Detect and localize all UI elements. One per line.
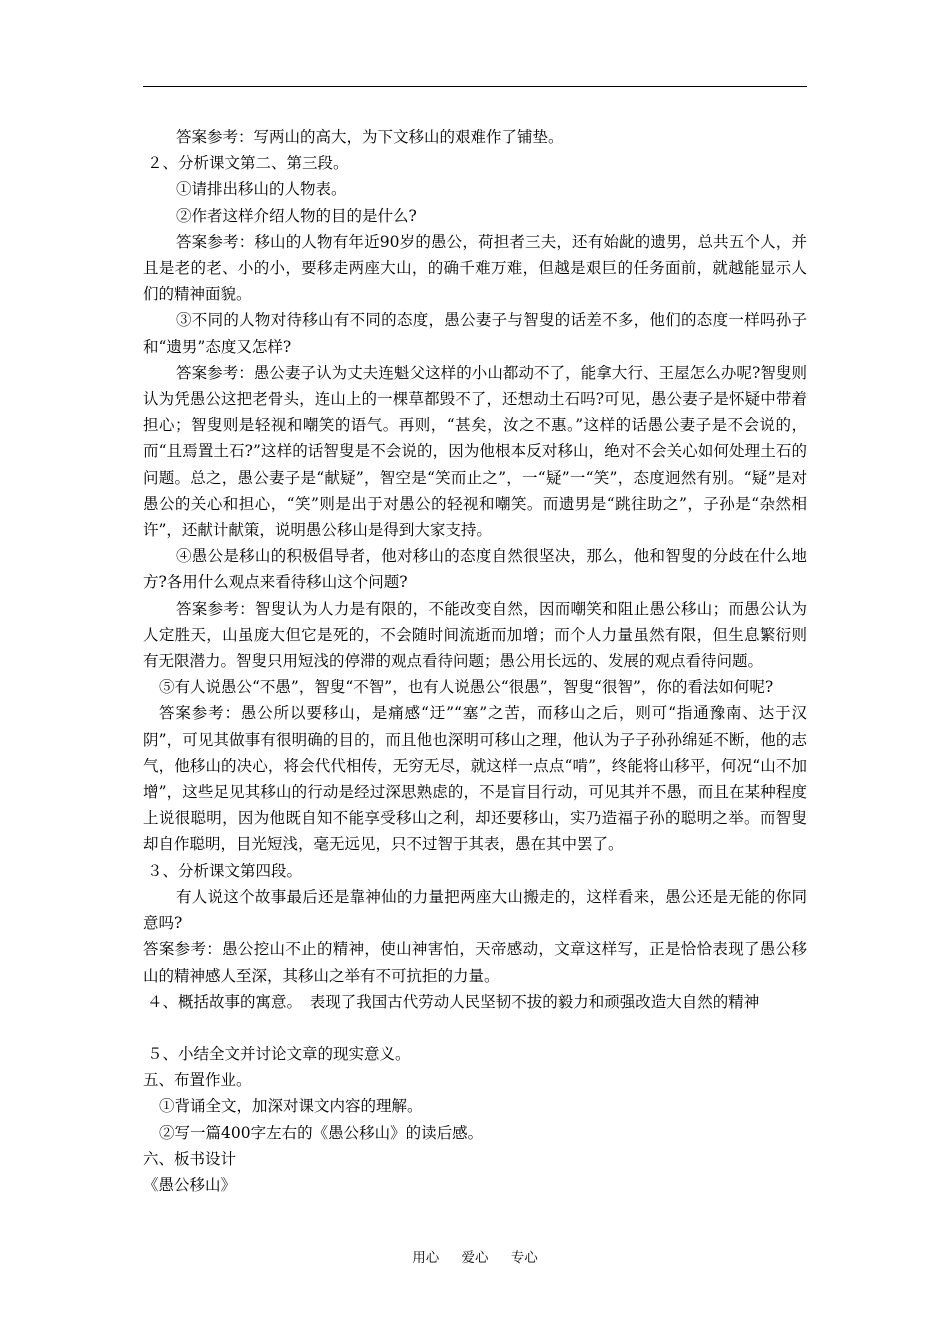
- paragraph: ３、分析课文第四段。: [147, 861, 303, 880]
- paragraph: ４、概括故事的寓意。 表现了我国古代劳动人民坚韧不拔的毅力和顽强改造大自然的精神: [147, 992, 760, 1011]
- paragraph: 答案参考：移山的人物有年近90岁的愚公，荷担者三夫，还有始龀的遗男，总共五个人，并且是老的老、小的小，要移走两座大山，的确千难万难，但越是艰巨的任务面前，就越能显示人们的精神面貌。: [143, 232, 807, 304]
- paragraph: ①背诵全文，加深对课文内容的理解。: [159, 1097, 423, 1116]
- section-heading: 五、布置作业。: [143, 1071, 252, 1090]
- paragraph: ２、分析课文第二、第三段。: [147, 154, 349, 173]
- paragraph: 答案参考：愚公所以要移山，是痛感“迂”“塞”之苦，而移山之后，则可“指通豫南、达于汉阴”，可见其做事有很明确的目的，而且他也深明可移山之理，他认为子子孙孙绵延不断，他的志气，他移山的决心，将会代代相传，无穷无尽，就这样一点点“啃”，终能将山移平，何况“山不加增”，这些足见其移山的行动是经过深思熟虑的，不是盲目行动，可见其并不愚，而且在某种程度上说很聪明，因为他既自知不能享受移山之利，却还要移山，实乃造福子孙的聪明之举。而智叟却自作聪明，目光短浅，毫无远见，只不过智于其表，愚在其中罢了。: [143, 704, 807, 854]
- blank-line: [143, 1015, 807, 1041]
- paragraph: 答案参考：愚公妻子认为丈夫连魁父这样的小山都动不了，能拿大行、王屋怎么办呢?智叟则认为凭愚公这把老骨头，连山上的一棵草都毁不了，还想动土石吗?可见，愚公妻子是怀疑中带着担心；智叟则是轻视和嘲笑的语气。再则，“甚矣，汝之不惠。”这样的话愚公妻子是不会说的，而“且焉置土石?”这样的话智叟是不会说的，因为他根本反对移山，绝对不会关心如何处理土石的问题。总之，愚公妻子是“献疑”，智空是“笑而止之”，一“疑”一“笑”，态度迥然有别。“疑”是对愚公的关心和担心，“笑”则是出于对愚公的轻视和嘲笑。而遗男是“跳往助之”，子孙是“杂然相许”，还献计献策，说明愚公移山是得到大家支持。: [143, 363, 807, 540]
- paragraph: ②写一篇400字左右的《愚公移山》的读后感。: [159, 1123, 484, 1142]
- paragraph: 有人说这个故事最后还是靠神仙的力量把两座大山搬走的，这样看来，愚公还是无能的你同意吗?: [143, 887, 807, 933]
- paragraph: 答案参考：写两山的高大，为下文移山的艰难作了铺垫。: [176, 128, 564, 146]
- paragraph: 答案参考：智叟认为人力是有限的，不能改变自然，因而嘲笑和阻止愚公移山；而愚公认为人定胜天，山虽庞大但它是死的，不会随时间流逝而加增；而个人力量虽然有限，但生息繁衍则有无限潜力。智叟只用短浅的停滞的观点看待问题；愚公用长远的、发展的观点看待问题。: [143, 599, 807, 671]
- document-body: [143, 124, 807, 1198]
- header-rule: [143, 86, 807, 87]
- section-heading: 六、板书设计: [143, 1149, 237, 1168]
- paragraph: ④愚公是移山的积极倡导者，他对移山的态度自然很坚决，那么，他和智叟的分歧在什么地方?各用什么观点来看待移山这个问题?: [143, 547, 807, 592]
- paragraph: ②作者这样介绍人物的目的是什么?: [176, 206, 417, 225]
- paragraph: ⑤有人说愚公“不愚”，智叟“不智”，也有人说愚公“很愚”，智叟“很智”，你的看法如何呢?: [159, 678, 774, 697]
- board-title: 《愚公移山》: [143, 1175, 237, 1194]
- page-footer: 用心 爱心 专心: [412, 1250, 538, 1266]
- paragraph: ５、小结全文并讨论文章的现实意义。: [147, 1044, 411, 1063]
- paragraph: 答案参考：愚公挖山不止的精神，使山神害怕，天帝感动，文章这样写，正是恰恰表现了愚公移山的精神感人至深，其移山之举有不可抗拒的力量。: [143, 940, 807, 985]
- paragraph: ③不同的人物对待移山有不同的态度，愚公妻子与智叟的话差不多，他们的态度一样吗孙子和“遗男”态度又怎样?: [143, 311, 807, 356]
- paragraph: ①请排出移山的人物表。: [176, 180, 347, 199]
